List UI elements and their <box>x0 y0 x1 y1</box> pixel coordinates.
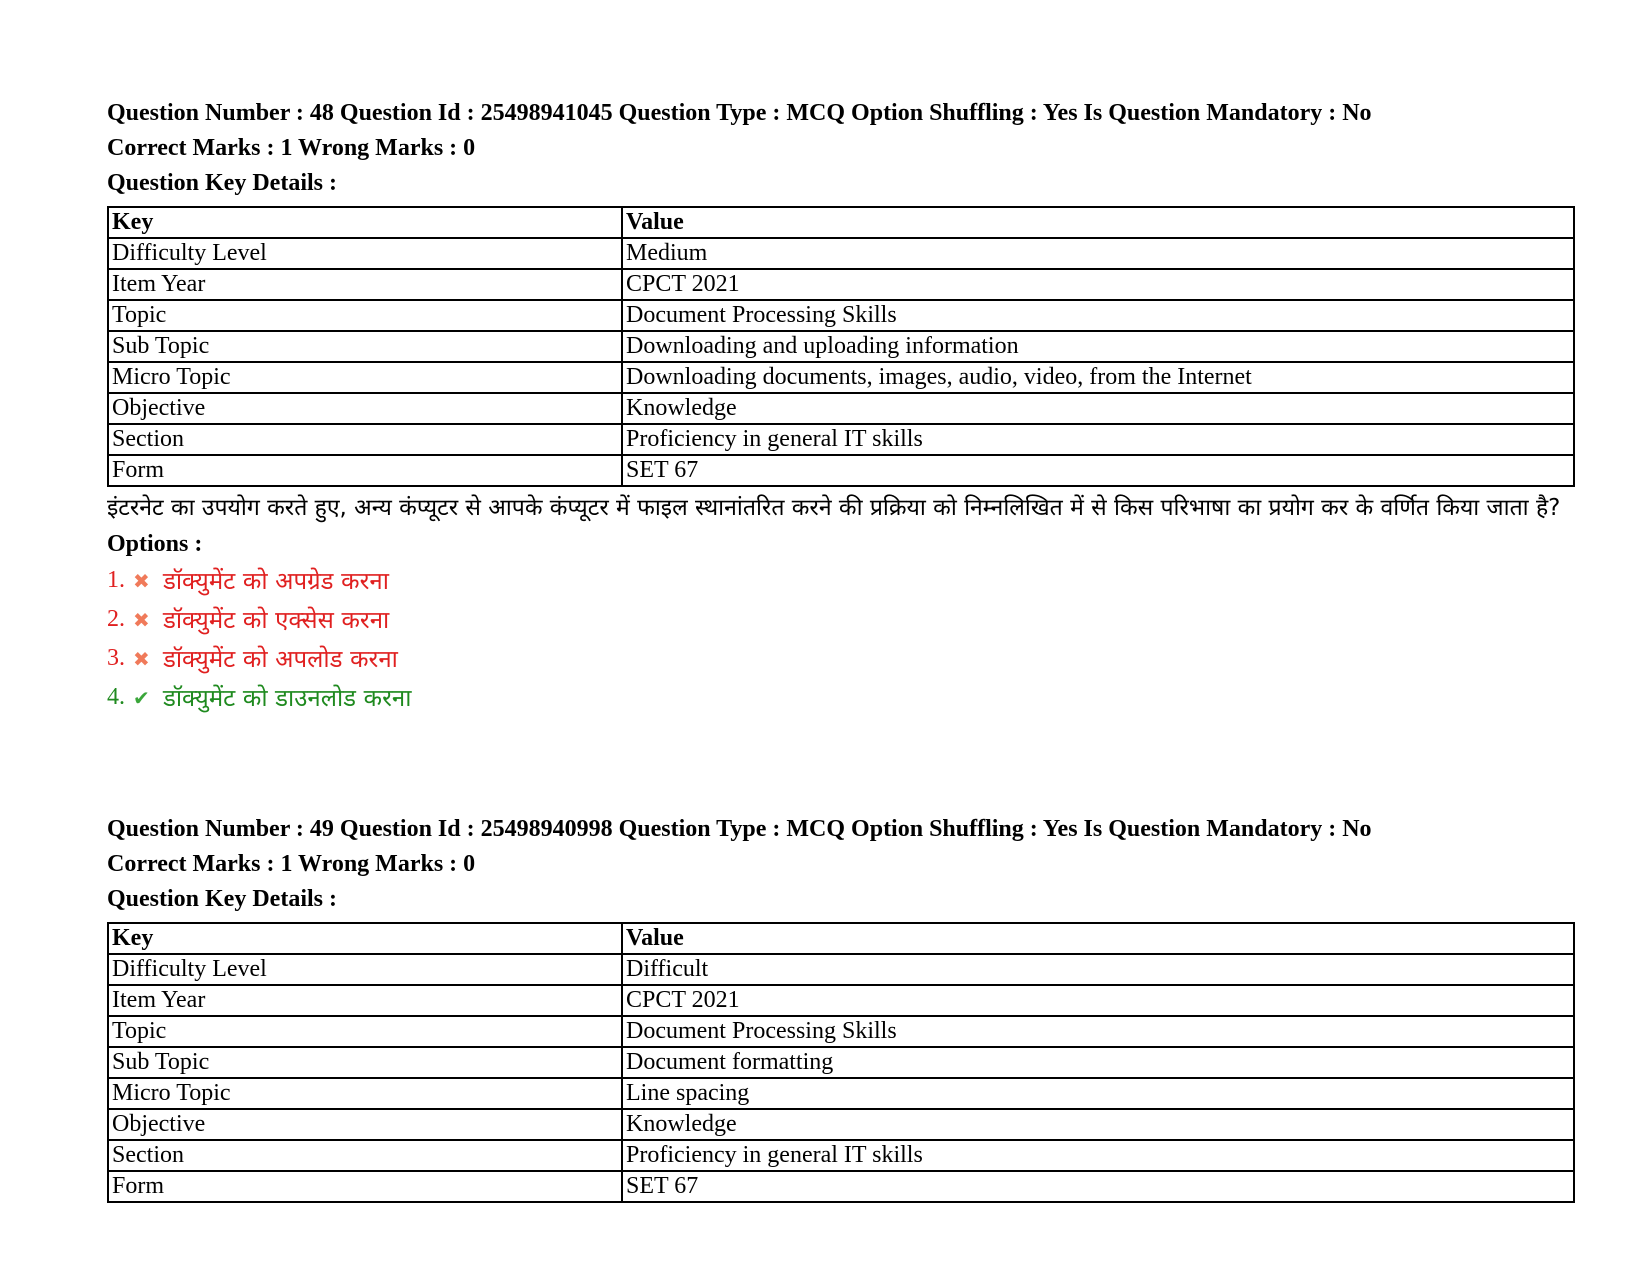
table-cell-key: Form <box>108 1171 622 1202</box>
table-cell-key: Objective <box>108 393 622 424</box>
question-text: इंटरनेट का उपयोग करते हुए, अन्य कंप्यूटर से आपके कंप्यूटर में फाइल स्थानांतरित करने की प्रक्रिया को निम्नलिखित में से किस परिभाषा का प्रयोग कर के वर्णित किया जाता है? <box>107 495 1561 521</box>
table-row <box>108 1016 1574 1047</box>
question-block-48 <box>107 96 1575 717</box>
marks-line: Correct Marks : 1 Wrong Marks : 0 <box>107 135 476 161</box>
table-row <box>108 393 1574 424</box>
table-header-key: Key <box>108 923 622 954</box>
table-cell-value: CPCT 2021 <box>622 269 1574 300</box>
question-header-line: Question Number : 48 Question Id : 25498941045 Question Type : MCQ Option Shuffling : Yes Is Question Mandatory : No <box>107 100 1372 126</box>
table-cell-value: Difficult <box>622 954 1574 985</box>
table-row <box>108 455 1574 486</box>
table-cell-key: Topic <box>108 1016 622 1047</box>
table-row <box>108 1078 1574 1109</box>
option-item <box>107 561 1575 600</box>
key-details-label: Question Key Details : <box>107 170 337 196</box>
table-cell-key: Topic <box>108 300 622 331</box>
check-icon: ✔ <box>133 685 150 710</box>
table-cell-key: Micro Topic <box>108 362 622 393</box>
table-cell-value: CPCT 2021 <box>622 985 1574 1016</box>
question-block-49 <box>107 812 1575 1203</box>
option-number: 1. <box>107 567 125 593</box>
option-item <box>107 639 1575 678</box>
table-row <box>108 1109 1574 1140</box>
table-row <box>108 424 1574 455</box>
option-text: डॉक्युमेंट को एक्सेस करना <box>163 606 390 634</box>
table-cell-key: Sub Topic <box>108 331 622 362</box>
table-cell-value: SET 67 <box>622 1171 1574 1202</box>
table-cell-key: Micro Topic <box>108 1078 622 1109</box>
table-cell-key: Section <box>108 1140 622 1171</box>
table-cell-key: Item Year <box>108 269 622 300</box>
table-cell-key: Objective <box>108 1109 622 1140</box>
table-cell-value: Downloading documents, images, audio, video, from the Internet <box>622 362 1574 393</box>
table-cell-key: Difficulty Level <box>108 954 622 985</box>
table-row <box>108 1171 1574 1202</box>
table-row <box>108 300 1574 331</box>
option-text: डॉक्युमेंट को अपग्रेड करना <box>163 567 389 595</box>
option-item-correct <box>107 678 1575 717</box>
cross-icon: ✖ <box>133 568 150 593</box>
table-header-value: Value <box>622 207 1574 238</box>
option-number: 3. <box>107 645 125 671</box>
key-details-label: Question Key Details : <box>107 886 337 912</box>
table-row <box>108 269 1574 300</box>
table-cell-key: Item Year <box>108 985 622 1016</box>
table-cell-value: Medium <box>622 238 1574 269</box>
table-cell-value: Proficiency in general IT skills <box>622 424 1574 455</box>
table-cell-key: Difficulty Level <box>108 238 622 269</box>
option-number: 2. <box>107 606 125 632</box>
table-cell-key: Section <box>108 424 622 455</box>
table-row <box>108 1047 1574 1078</box>
table-header-row <box>108 923 1574 954</box>
table-header-row <box>108 207 1574 238</box>
table-row <box>108 362 1574 393</box>
cross-icon: ✖ <box>133 646 150 671</box>
table-row <box>108 331 1574 362</box>
table-cell-value: Document Processing Skills <box>622 1016 1574 1047</box>
table-row <box>108 954 1574 985</box>
marks-line: Correct Marks : 1 Wrong Marks : 0 <box>107 851 476 877</box>
table-cell-value: Downloading and uploading information <box>622 331 1574 362</box>
option-item <box>107 600 1575 639</box>
table-cell-key: Form <box>108 455 622 486</box>
table-cell-value: SET 67 <box>622 455 1574 486</box>
table-cell-value: Knowledge <box>622 393 1574 424</box>
option-text: डॉक्युमेंट को अपलोड करना <box>163 645 398 673</box>
table-header-key: Key <box>108 207 622 238</box>
table-cell-value: Proficiency in general IT skills <box>622 1140 1574 1171</box>
table-row <box>108 985 1574 1016</box>
table-row <box>108 1140 1574 1171</box>
table-cell-key: Sub Topic <box>108 1047 622 1078</box>
key-details-table <box>107 922 1575 1203</box>
table-header-value: Value <box>622 923 1574 954</box>
table-cell-value: Line spacing <box>622 1078 1574 1109</box>
cross-icon: ✖ <box>133 607 150 632</box>
key-details-table <box>107 206 1575 487</box>
question-header-line: Question Number : 49 Question Id : 25498940998 Question Type : MCQ Option Shuffling : Yes Is Question Mandatory : No <box>107 816 1372 842</box>
table-cell-value: Document formatting <box>622 1047 1574 1078</box>
table-cell-value: Knowledge <box>622 1109 1574 1140</box>
options-label: Options : <box>107 531 203 557</box>
option-text: डॉक्युमेंट को डाउनलोड करना <box>163 684 412 712</box>
table-cell-value: Document Processing Skills <box>622 300 1574 331</box>
table-row <box>108 238 1574 269</box>
option-number: 4. <box>107 684 125 710</box>
